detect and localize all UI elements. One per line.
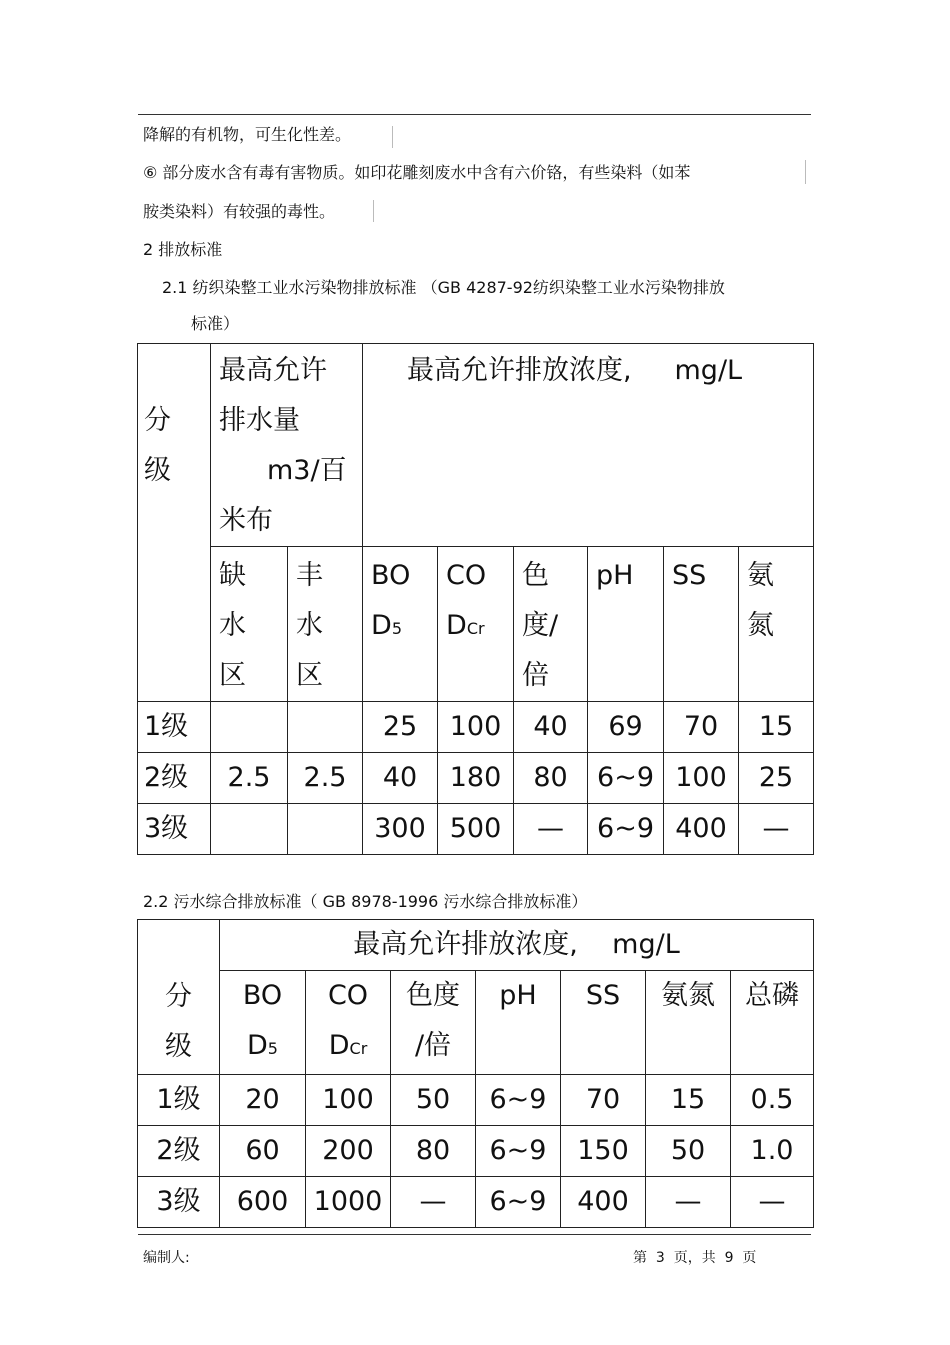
table-cell: — bbox=[731, 1177, 814, 1228]
table-row bbox=[138, 1177, 814, 1228]
table-cell: 500 bbox=[438, 804, 514, 855]
subsection-2-1-line-2: 标准） bbox=[191, 314, 240, 333]
table-cell bbox=[288, 702, 363, 753]
grade-header: 分 级 bbox=[138, 344, 211, 702]
table-cell: — bbox=[739, 804, 814, 855]
table-cell: 6~9 bbox=[476, 1075, 561, 1126]
table-cell: 40 bbox=[514, 702, 588, 753]
color-header: 色度 /倍 bbox=[391, 971, 476, 1075]
table-cell bbox=[288, 804, 363, 855]
table-cell: — bbox=[391, 1177, 476, 1228]
table-cell: 2.5 bbox=[211, 753, 288, 804]
codcr-header: CO DCr bbox=[306, 971, 391, 1075]
table-cell: 100 bbox=[306, 1075, 391, 1126]
subsection-2-1-line-1: 2.1 纺织染整工业水污染物排放标准 （GB 4287-92纺织染整工业水污染物排放 bbox=[162, 278, 725, 297]
table-cell: 50 bbox=[391, 1075, 476, 1126]
grade-header: 分 级 bbox=[138, 920, 220, 1075]
ammonia-nitrogen-header: 氨 氮 bbox=[739, 547, 814, 702]
table-cell: 6~9 bbox=[476, 1126, 561, 1177]
ss-header: SS bbox=[664, 547, 739, 702]
table-cell: 400 bbox=[664, 804, 739, 855]
bod5-header: BO D5 bbox=[363, 547, 438, 702]
ammonia-nitrogen-header: 氨氮 bbox=[646, 971, 731, 1075]
total-phosphorus-header: 总磷 bbox=[731, 971, 814, 1075]
table-row bbox=[138, 804, 814, 855]
water-rich-area-header: 丰 水 区 bbox=[288, 547, 363, 702]
footer-rule bbox=[138, 1234, 811, 1235]
bod5-header: BO D5 bbox=[220, 971, 306, 1075]
table-cell: 6~9 bbox=[588, 804, 664, 855]
table-cell: 300 bbox=[363, 804, 438, 855]
table-cell: 60 bbox=[220, 1126, 306, 1177]
table-cell: 2级 bbox=[138, 1126, 220, 1177]
table-cell: 1.0 bbox=[731, 1126, 814, 1177]
ss-header: SS bbox=[561, 971, 646, 1075]
water-volume-header: 最高允许 排水量 m3/百 米布 bbox=[211, 344, 363, 547]
table-cell: 15 bbox=[646, 1075, 731, 1126]
table-cell: 200 bbox=[306, 1126, 391, 1177]
table-cell: 69 bbox=[588, 702, 664, 753]
table-cell: 50 bbox=[646, 1126, 731, 1177]
textile-standard-table bbox=[137, 343, 814, 855]
table-cell: 2级 bbox=[138, 753, 211, 804]
table-row bbox=[138, 753, 814, 804]
table-cell: 25 bbox=[363, 702, 438, 753]
table-cell: 150 bbox=[561, 1126, 646, 1177]
table-row bbox=[138, 1126, 814, 1177]
intro-line-2: ⑥ 部分废水含有毒有害物质。如印花雕刻废水中含有六价铬，有些染料（如苯 bbox=[143, 163, 691, 182]
table-cell: — bbox=[646, 1177, 731, 1228]
ph-header: pH bbox=[476, 971, 561, 1075]
concentration-header: 最高允许排放浓度, mg/L bbox=[220, 920, 814, 971]
margin-bar bbox=[805, 160, 806, 184]
table-cell bbox=[211, 702, 288, 753]
concentration-header: 最高允许排放浓度, mg/L bbox=[363, 344, 814, 547]
subsection-2-2: 2.2 污水综合排放标准（ GB 8978-1996 污水综合排放标准） bbox=[143, 892, 588, 911]
color-header: 色 度/ 倍 bbox=[514, 547, 588, 702]
table-cell: 3级 bbox=[138, 1177, 220, 1228]
table-cell: 80 bbox=[391, 1126, 476, 1177]
table-row bbox=[138, 1075, 814, 1126]
table-cell: 100 bbox=[664, 753, 739, 804]
table-cell: 70 bbox=[561, 1075, 646, 1126]
header-rule bbox=[138, 114, 811, 115]
water-shortage-area-header: 缺 水 区 bbox=[211, 547, 288, 702]
table-cell: 3级 bbox=[138, 804, 211, 855]
table-cell: 400 bbox=[561, 1177, 646, 1228]
table-cell: 100 bbox=[438, 702, 514, 753]
table-cell: 6~9 bbox=[476, 1177, 561, 1228]
table-cell: 1000 bbox=[306, 1177, 391, 1228]
table-cell: 40 bbox=[363, 753, 438, 804]
section-heading: 2 排放标准 bbox=[143, 240, 223, 259]
table-cell: 180 bbox=[438, 753, 514, 804]
ph-header: pH bbox=[588, 547, 664, 702]
table-cell: 6~9 bbox=[588, 753, 664, 804]
table-row bbox=[138, 702, 814, 753]
footer-editor: 编制人: bbox=[143, 1250, 190, 1266]
table-cell: 600 bbox=[220, 1177, 306, 1228]
codcr-header: CO DCr bbox=[438, 547, 514, 702]
table-cell: 1级 bbox=[138, 702, 211, 753]
footer-page-number: 第 3 页，共 9 页 bbox=[633, 1250, 757, 1266]
margin-bar bbox=[392, 126, 393, 148]
table-cell: — bbox=[514, 804, 588, 855]
sewage-standard-table bbox=[137, 919, 814, 1228]
table-cell: 25 bbox=[739, 753, 814, 804]
table-cell: 80 bbox=[514, 753, 588, 804]
table-cell: 70 bbox=[664, 702, 739, 753]
table-cell: 2.5 bbox=[288, 753, 363, 804]
table-cell: 1级 bbox=[138, 1075, 220, 1126]
margin-bar bbox=[373, 200, 374, 222]
table-cell bbox=[211, 804, 288, 855]
intro-line-3: 胺类染料）有较强的毒性。 bbox=[143, 202, 336, 221]
table-cell: 0.5 bbox=[731, 1075, 814, 1126]
table-cell: 15 bbox=[739, 702, 814, 753]
intro-line-1: 降解的有机物，可生化性差。 bbox=[143, 125, 352, 144]
table-cell: 20 bbox=[220, 1075, 306, 1126]
